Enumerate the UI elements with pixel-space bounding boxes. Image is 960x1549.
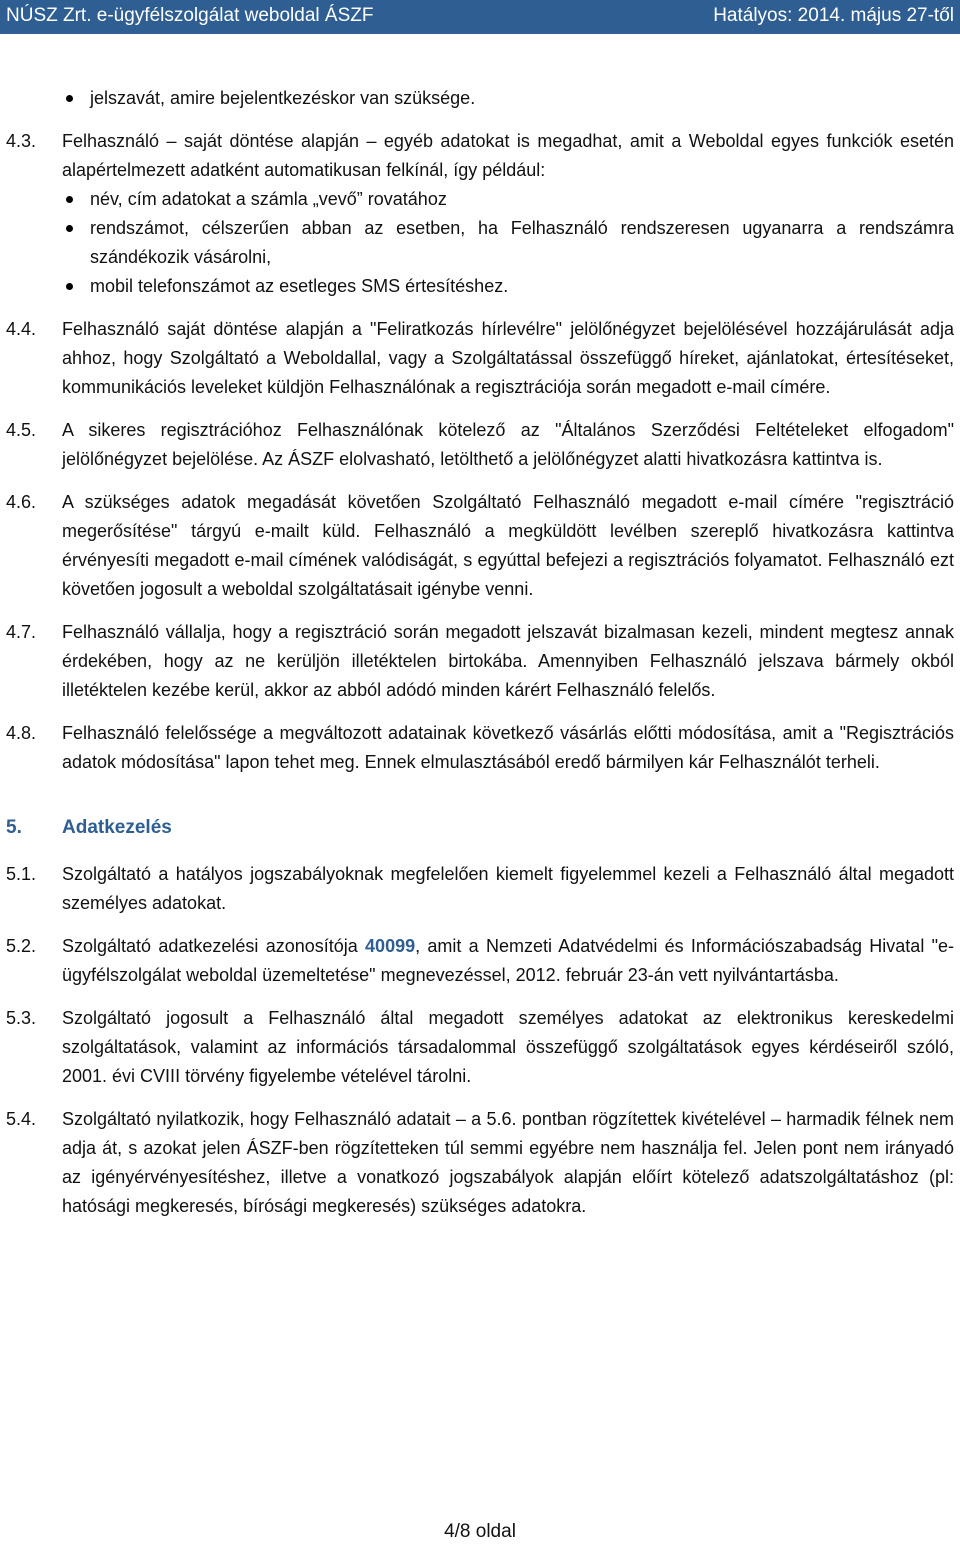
paragraph-number: 5.3.: [6, 1008, 37, 1028]
page-header: [0, 0, 960, 34]
list-item: név, cím adatokat a számla „vevő” rovatához: [0, 185, 954, 214]
document-body: [0, 84, 960, 1221]
paragraph-5-4: [0, 1105, 954, 1221]
header-effective-date: Hatályos: 2014. május 27-től: [713, 5, 954, 26]
paragraph-text: Felhasználó – saját döntése alapján – egyéb adatokat is megadhat, amit a Weboldal egyes funkciók esetén alapértelmezett adatként automatikusan felkínál, így például:: [62, 131, 954, 180]
paragraph-text-after: , amit a Nemzeti Adatvédelmi és Információszabadság Hivatal "e-ügyfélszolgálat weboldal üzemeltetése" megnevezéssel, 2012. február 23-án vett nyilvántartásba.: [62, 936, 954, 985]
paragraph-text: Felhasználó felelőssége a megváltozott adatainak következő vásárlás előtti módosítása, amit a "Regisztrációs adatok módosítása" lapon tehet meg. Ennek elmulasztásából eredő bármilyen kár Felhasználót terheli.: [62, 723, 954, 772]
paragraph-number: 5.1.: [6, 864, 37, 884]
paragraph-text: Szolgáltató a hatályos jogszabályoknak megfelelően kiemelt figyelemmel kezeli a Felhasználó által megadott személyes adatokat.: [62, 864, 954, 913]
section-number: 5.: [6, 817, 22, 838]
registration-id: 40099: [365, 936, 416, 956]
paragraph-5-3: [0, 1004, 954, 1091]
paragraph-4-3: [0, 127, 954, 185]
section-heading: [0, 813, 960, 842]
paragraph-5-2: [0, 932, 954, 990]
paragraph-text: Szolgáltató jogosult a Felhasználó által megadott személyes adatokat az elektronikus kereskedelmi szolgáltatások, valamint az információs társadalommal összefüggő szolgáltatások egyes kérdéseiről szóló, 2001. évi CVIII törvény figyelembe vételével tárolni.: [62, 1008, 954, 1086]
paragraph-number: 5.2.: [6, 936, 37, 956]
paragraph-number: 4.3.: [6, 131, 37, 151]
paragraph-text: Felhasználó saját döntése alapján a "Feliratkozás hírlevélre" jelölőnégyzet bejelölésével hozzájárulását adja ahhoz, hogy Szolgáltató a Weboldallal, vagy a Szolgáltatással összefüggő híreket, ajánlatokat, értesítéseket, kommunikációs leveleket küldjön Felhasználónak a regisztrációja során megadott e-mail címére.: [62, 319, 954, 397]
paragraph-text: Felhasználó vállalja, hogy a regisztráció során megadott jelszavát bizalmasan kezeli, mindent megtesz annak érdekében, hogy az ne kerüljön illetéktelen birtokába. Amennyiben Felhasználó jelszava bármely okból illetéktelen kezébe kerül, akkor az abból adódó minden kárért Felhasználó felelős.: [62, 622, 954, 700]
paragraph-4-8: [0, 719, 954, 777]
header-title: NÚSZ Zrt. e-ügyfélszolgálat weboldal ÁSZF: [6, 5, 374, 26]
paragraph-4-4: [0, 315, 954, 402]
paragraph-number: 5.4.: [6, 1109, 37, 1129]
paragraph-4-5: [0, 416, 954, 474]
paragraph-text-before: Szolgáltató adatkezelési azonosítója: [62, 936, 366, 956]
page-number: 4/8 oldal: [444, 1521, 516, 1542]
paragraph-number: 4.7.: [6, 622, 37, 642]
section-title: Adatkezelés: [62, 817, 172, 838]
paragraph-number: 4.5.: [6, 420, 37, 440]
paragraph-4-7: [0, 618, 954, 705]
paragraph-number: 4.4.: [6, 319, 37, 339]
list-item: rendszámot, célszerűen abban az esetben, ha Felhasználó rendszeresen ugyanarra a rendszámra szándékozik vásárolni,: [0, 214, 954, 272]
list-item: jelszavát, amire bejelentkezéskor van szüksége.: [0, 84, 954, 113]
list-item: mobil telefonszámot az esetleges SMS értesítéshez.: [0, 272, 954, 301]
paragraph-text: A szükséges adatok megadását követően Szolgáltató Felhasználó megadott e-mail címére "regisztráció megerősítése" tárgyú e-mailt küld. Felhasználó a megküldött levélben szereplő hivatkozásra kattintva érvényesíti megadott e-mail címének valódiságát, s egyúttal befejezi a regisztrációs folyamatot. Felhasználó ezt követően jogosult a weboldal szolgáltatásait igénybe venni.: [62, 492, 954, 599]
bullet-list-top: [0, 84, 960, 113]
paragraph-text: Szolgáltató nyilatkozik, hogy Felhasználó adatait – a 5.6. pontban rögzítettek kivételével – harmadik félnek nem adja át, s azokat jelen ÁSZF-ben rögzítetteken túl semmi egyébre nem használja fel. Jelen pont nem irányadó az igényérvényesítéshez, illetve a vonatkozó jogszabályok alapján előírt kötelező adatszolgáltatáshoz (pl: hatósági megkeresés, bírósági megkeresés) szükséges adatokra.: [62, 1109, 954, 1216]
paragraph-text: A sikeres regisztrációhoz Felhasználónak kötelező az "Általános Szerződési Feltételeket elfogadom" jelölőnégyzet bejelölése. Az ÁSZF elolvasható, letölthető a jelölőnégyzet alatti hivatkozásra kattintva is.: [62, 420, 954, 469]
paragraph-number: 4.8.: [6, 723, 37, 743]
paragraph-5-1: [0, 860, 954, 918]
paragraph-4-6: [0, 488, 954, 604]
bullet-list-4-3: [0, 185, 960, 301]
paragraph-number: 4.6.: [6, 492, 37, 512]
